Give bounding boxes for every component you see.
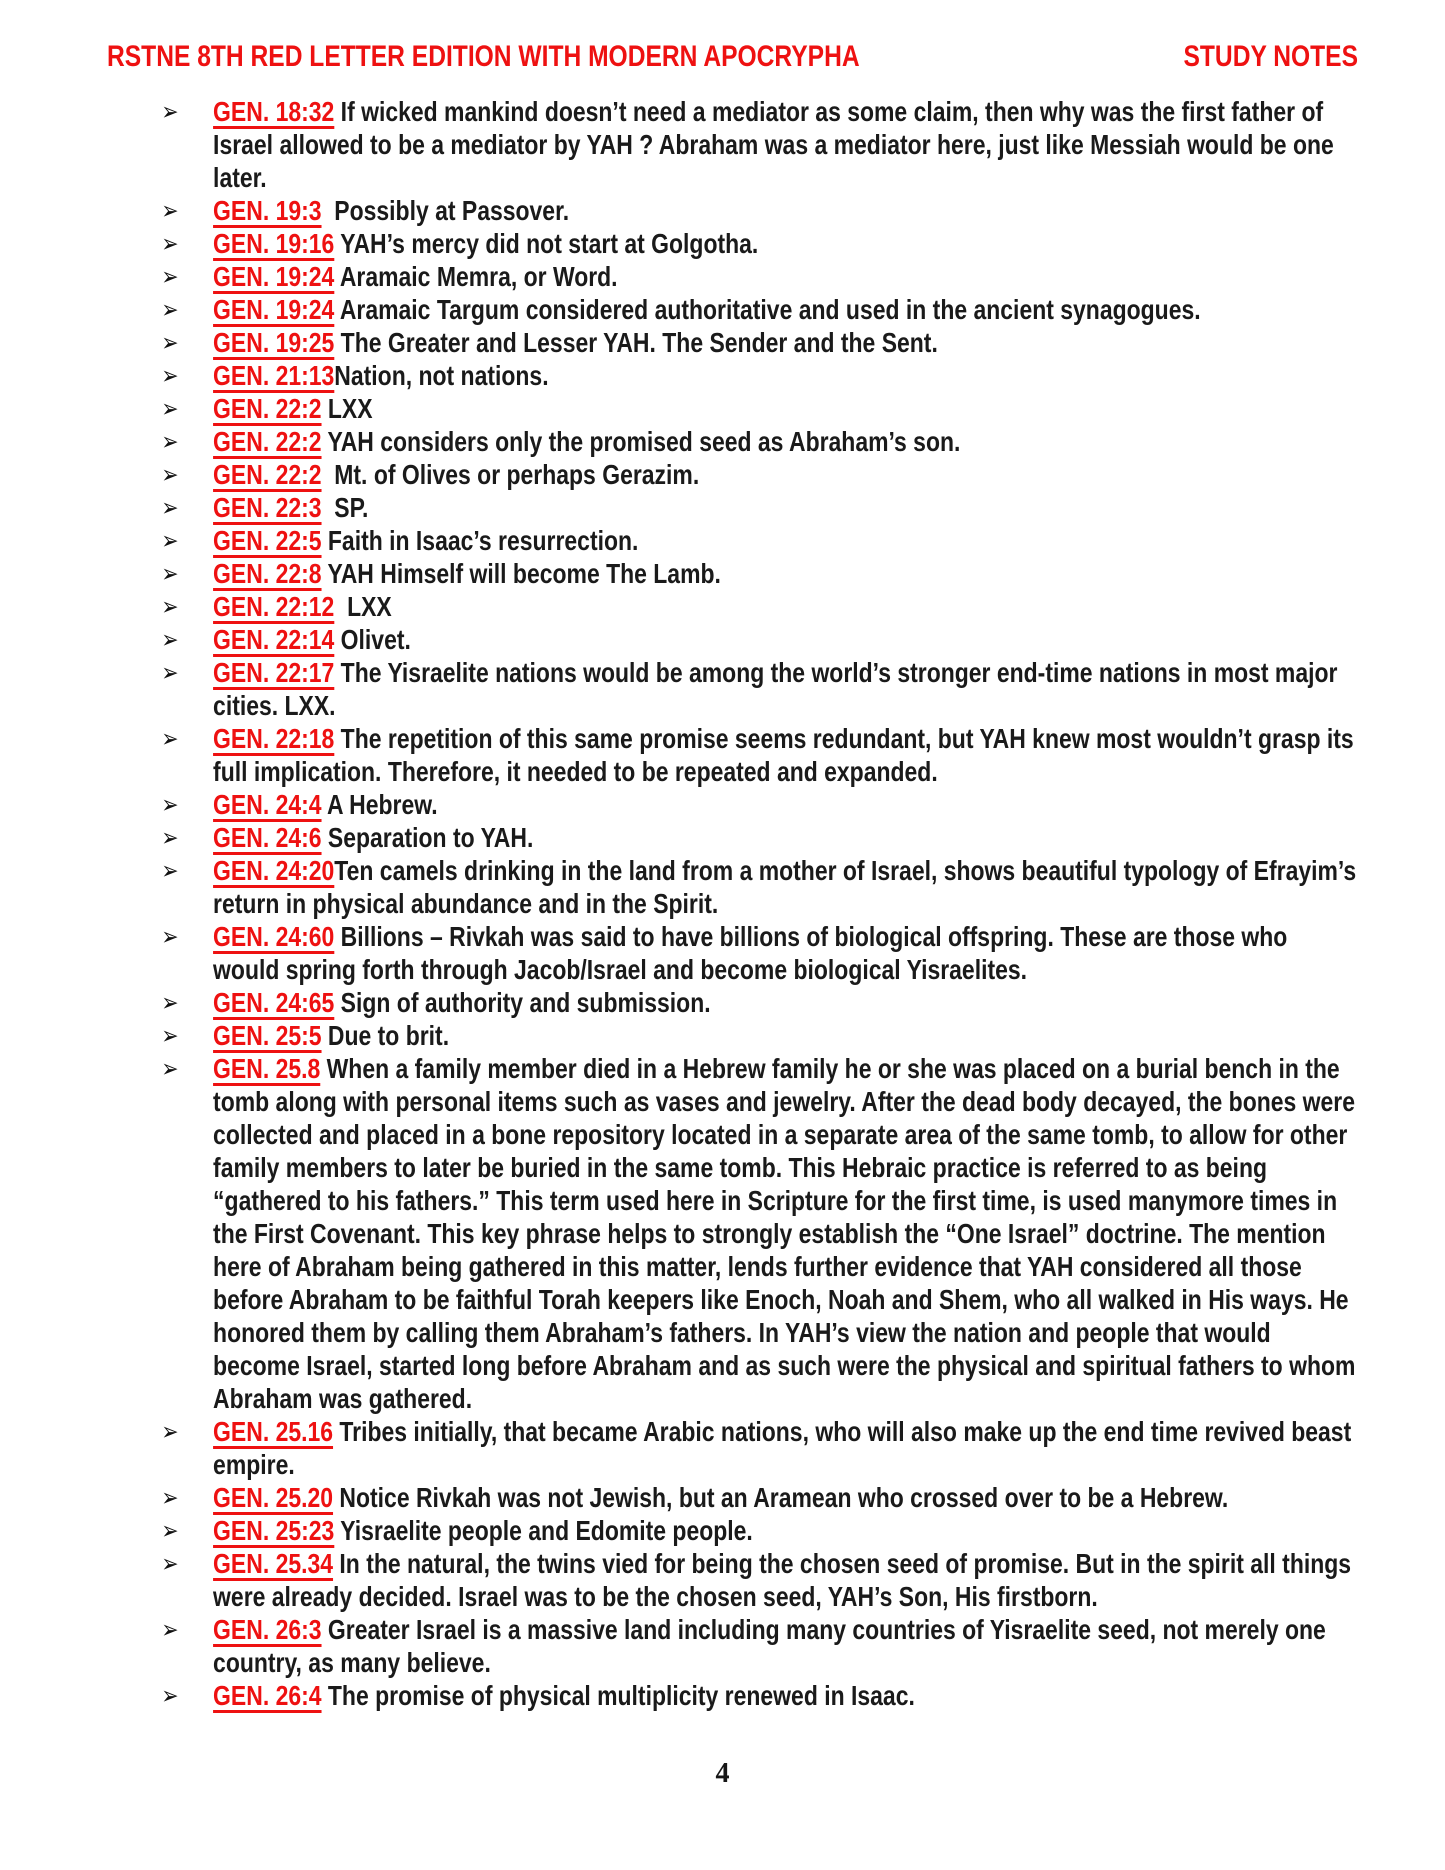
study-note-item	[145, 194, 1360, 227]
verse-reference-link[interactable]: GEN. 22:2	[213, 426, 322, 457]
note-text: Nation, not nations.	[334, 360, 549, 391]
note-text: If wicked mankind doesn’t need a mediator as some claim, then why was the first father of Israel allowed to be a mediator by YAH ? Abraham was a mediator here, just like Messiah would be one later.	[213, 96, 1341, 193]
study-note-item	[145, 1514, 1360, 1547]
verse-reference-link[interactable]: GEN. 22:12	[213, 591, 335, 622]
verse-reference-link[interactable]: GEN. 22:18	[213, 723, 335, 754]
study-notes-section	[145, 95, 1363, 1712]
note-text: Possibly at Passover.	[321, 195, 570, 226]
arrow-bullet-icon: ➢	[161, 824, 179, 852]
arrow-bullet-icon: ➢	[161, 395, 179, 423]
verse-reference-link[interactable]: GEN. 22:2	[213, 459, 322, 490]
study-note-item	[145, 1481, 1360, 1514]
note-text: Aramaic Targum considered authoritative and used in the ancient synagogues.	[334, 294, 1201, 325]
study-note-item	[145, 95, 1360, 194]
study-note-item	[145, 1019, 1360, 1052]
arrow-bullet-icon: ➢	[161, 197, 179, 225]
arrow-bullet-icon: ➢	[161, 329, 179, 357]
arrow-bullet-icon: ➢	[161, 1682, 179, 1710]
header-title-left: RSTNE 8TH RED LETTER EDITION WITH MODERN APOCRYPHA	[107, 40, 860, 73]
note-text: When a family member died in a Hebrew family he or she was placed on a burial bench in the tomb along with personal items such as vases and jewelry. After the dead body decayed, the bones were collected and placed in a bone repository located in a separate area of the same tomb, to allow for other family members to later be buried in the same tomb. This Hebraic practice is referred to as being “gathered to his fathers.” This term used here in Scripture for the first time, is used manymore times in the First Covenant. This key phrase helps to strongly establish the “One Israel” doctrine. The mention here of Abraham being gathered in this matter, lends further evidence that YAH considered all those before Abraham to be faithful Torah keepers like Enoch, Noah and Shem, who all walked in His ways. He honored them by calling them Abraham’s fathers. In YAH’s view the nation and people that would become Israel, started long before Abraham and as such were the physical and spiritual fathers to whom Abraham was gathered.	[213, 1053, 1362, 1414]
note-text: The repetition of this same promise seems redundant, but YAH knew most wouldn’t grasp its full implication. Therefore, it needed to be repeated and expanded.	[213, 723, 1361, 787]
verse-reference-link[interactable]: GEN. 25.20	[213, 1482, 334, 1513]
verse-reference-link[interactable]: GEN. 18:32	[213, 96, 335, 127]
verse-reference-link[interactable]: GEN. 24:20	[213, 855, 335, 886]
study-note-item	[145, 854, 1363, 920]
arrow-bullet-icon: ➢	[161, 593, 179, 621]
note-text: Yisraelite people and Edomite people.	[334, 1515, 753, 1546]
arrow-bullet-icon: ➢	[161, 1022, 179, 1050]
study-note-item	[145, 425, 1360, 458]
note-text: Tribes initially, that became Arabic nations, who will also make up the end time revived beast empire.	[213, 1416, 1358, 1480]
note-text: YAH considers only the promised seed as Abraham’s son.	[321, 426, 961, 457]
study-note-item	[145, 392, 1360, 425]
study-note-item	[145, 491, 1360, 524]
note-text: Notice Rivkah was not Jewish, but an Aramean who crossed over to be a Hebrew.	[333, 1482, 1229, 1513]
study-note-item	[145, 1679, 1360, 1712]
arrow-bullet-icon: ➢	[161, 263, 179, 291]
arrow-bullet-icon: ➢	[161, 1616, 179, 1644]
verse-reference-link[interactable]: GEN. 26:3	[213, 1614, 322, 1645]
study-note-item	[145, 623, 1360, 656]
note-text: The Greater and Lesser YAH. The Sender and the Sent.	[334, 327, 938, 358]
note-text: LXX	[321, 393, 373, 424]
page-header	[107, 40, 1358, 74]
study-notes-list	[145, 95, 1363, 1712]
note-text: In the natural, the twins vied for being the chosen seed of promise. But in the spirit all things were already decided. Israel was to be the chosen seed, YAH’s Son, His firstborn.	[213, 1548, 1358, 1612]
verse-reference-link[interactable]: GEN. 25.34	[213, 1548, 334, 1579]
verse-reference-link[interactable]: GEN. 22:8	[213, 558, 322, 589]
note-text: Sign of authority and submission.	[334, 987, 711, 1018]
arrow-bullet-icon: ➢	[161, 989, 179, 1017]
verse-reference-link[interactable]: GEN. 19:16	[213, 228, 335, 259]
study-note-item	[145, 359, 1360, 392]
note-text: YAH Himself will become The Lamb.	[321, 558, 721, 589]
arrow-bullet-icon: ➢	[161, 428, 179, 456]
arrow-bullet-icon: ➢	[161, 461, 179, 489]
study-note-item	[145, 920, 1360, 986]
arrow-bullet-icon: ➢	[161, 626, 179, 654]
verse-reference-link[interactable]: GEN. 25.16	[213, 1416, 334, 1447]
arrow-bullet-icon: ➢	[161, 725, 179, 753]
arrow-bullet-icon: ➢	[161, 1517, 179, 1545]
note-text: SP.	[321, 492, 369, 523]
study-note-item	[145, 821, 1360, 854]
verse-reference-link[interactable]: GEN. 19:3	[213, 195, 322, 226]
note-text: Ten camels drinking in the land from a mother of Israel, shows beautiful typology of Efrayim’s return in physical abundance and in the Spirit.	[213, 855, 1363, 919]
note-text: A Hebrew.	[321, 789, 438, 820]
note-text: Faith in Isaac’s resurrection.	[321, 525, 639, 556]
verse-reference-link[interactable]: GEN. 22:17	[213, 657, 335, 688]
verse-reference-link[interactable]: GEN. 24:4	[213, 789, 322, 820]
verse-reference-link[interactable]: GEN. 25:23	[213, 1515, 335, 1546]
note-text: LXX	[334, 591, 392, 622]
verse-reference-link[interactable]: GEN. 25:5	[213, 1020, 322, 1051]
verse-reference-link[interactable]: GEN. 19:24	[213, 294, 335, 325]
arrow-bullet-icon: ➢	[161, 791, 179, 819]
verse-reference-link[interactable]: GEN. 22:2	[213, 393, 322, 424]
verse-reference-link[interactable]: GEN. 24:65	[213, 987, 335, 1018]
page-number: 4	[715, 1758, 730, 1789]
note-text: Separation to YAH.	[321, 822, 534, 853]
arrow-bullet-icon: ➢	[161, 362, 179, 390]
verse-reference-link[interactable]: GEN. 22:5	[213, 525, 322, 556]
study-note-item	[145, 293, 1360, 326]
study-note-item	[145, 1052, 1360, 1415]
arrow-bullet-icon: ➢	[161, 560, 179, 588]
arrow-bullet-icon: ➢	[161, 98, 179, 126]
arrow-bullet-icon: ➢	[161, 923, 179, 951]
note-text: Aramaic Memra, or Word.	[334, 261, 618, 292]
study-note-item	[145, 1415, 1360, 1481]
study-note-item	[145, 986, 1360, 1019]
verse-reference-link[interactable]: GEN. 21:13	[213, 360, 335, 391]
arrow-bullet-icon: ➢	[161, 527, 179, 555]
study-note-item	[145, 722, 1360, 788]
study-note-item	[145, 1613, 1360, 1679]
note-text: Greater Israel is a massive land including many countries of Yisraelite seed, not merely one country, as many believe.	[213, 1614, 1333, 1678]
note-text: The Yisraelite nations would be among the world’s stronger end-time nations in most major cities. LXX.	[213, 657, 1344, 721]
arrow-bullet-icon: ➢	[161, 1055, 179, 1083]
page-footer	[0, 1758, 1445, 1790]
study-note-item	[145, 458, 1360, 491]
verse-reference-link[interactable]: GEN. 24:6	[213, 822, 322, 853]
verse-reference-link[interactable]: GEN. 22:3	[213, 492, 322, 523]
verse-reference-link[interactable]: GEN. 26:4	[213, 1680, 322, 1711]
header-title-right: STUDY NOTES	[1183, 40, 1358, 73]
arrow-bullet-icon: ➢	[161, 1484, 179, 1512]
study-note-item	[145, 260, 1360, 293]
verse-reference-link[interactable]: GEN. 19:24	[213, 261, 335, 292]
arrow-bullet-icon: ➢	[161, 230, 179, 258]
arrow-bullet-icon: ➢	[161, 296, 179, 324]
study-note-item	[145, 326, 1360, 359]
note-text: Due to brit.	[321, 1020, 450, 1051]
verse-reference-link[interactable]: GEN. 24:60	[213, 921, 335, 952]
note-text: The promise of physical multiplicity renewed in Isaac.	[321, 1680, 915, 1711]
note-text: YAH’s mercy did not start at Golgotha.	[334, 228, 759, 259]
arrow-bullet-icon: ➢	[161, 1418, 179, 1446]
note-text: Mt. of Olives or perhaps Gerazim.	[321, 459, 700, 490]
study-note-item	[145, 524, 1360, 557]
study-note-item	[145, 590, 1360, 623]
arrow-bullet-icon: ➢	[161, 494, 179, 522]
arrow-bullet-icon: ➢	[161, 857, 179, 885]
study-note-item	[145, 656, 1360, 722]
note-text: Olivet.	[334, 624, 411, 655]
verse-reference-link[interactable]: GEN. 22:14	[213, 624, 335, 655]
note-text: Billions – Rivkah was said to have billions of biological offspring. These are those who would spring forth through Jacob/Israel and become biological Yisraelites.	[213, 921, 1294, 985]
study-note-item	[145, 557, 1360, 590]
study-note-item	[145, 1547, 1360, 1613]
arrow-bullet-icon: ➢	[161, 1550, 179, 1578]
study-note-item	[145, 227, 1360, 260]
verse-reference-link[interactable]: GEN. 25.8	[213, 1053, 321, 1084]
verse-reference-link[interactable]: GEN. 19:25	[213, 327, 335, 358]
arrow-bullet-icon: ➢	[161, 659, 179, 687]
study-note-item	[145, 788, 1360, 821]
